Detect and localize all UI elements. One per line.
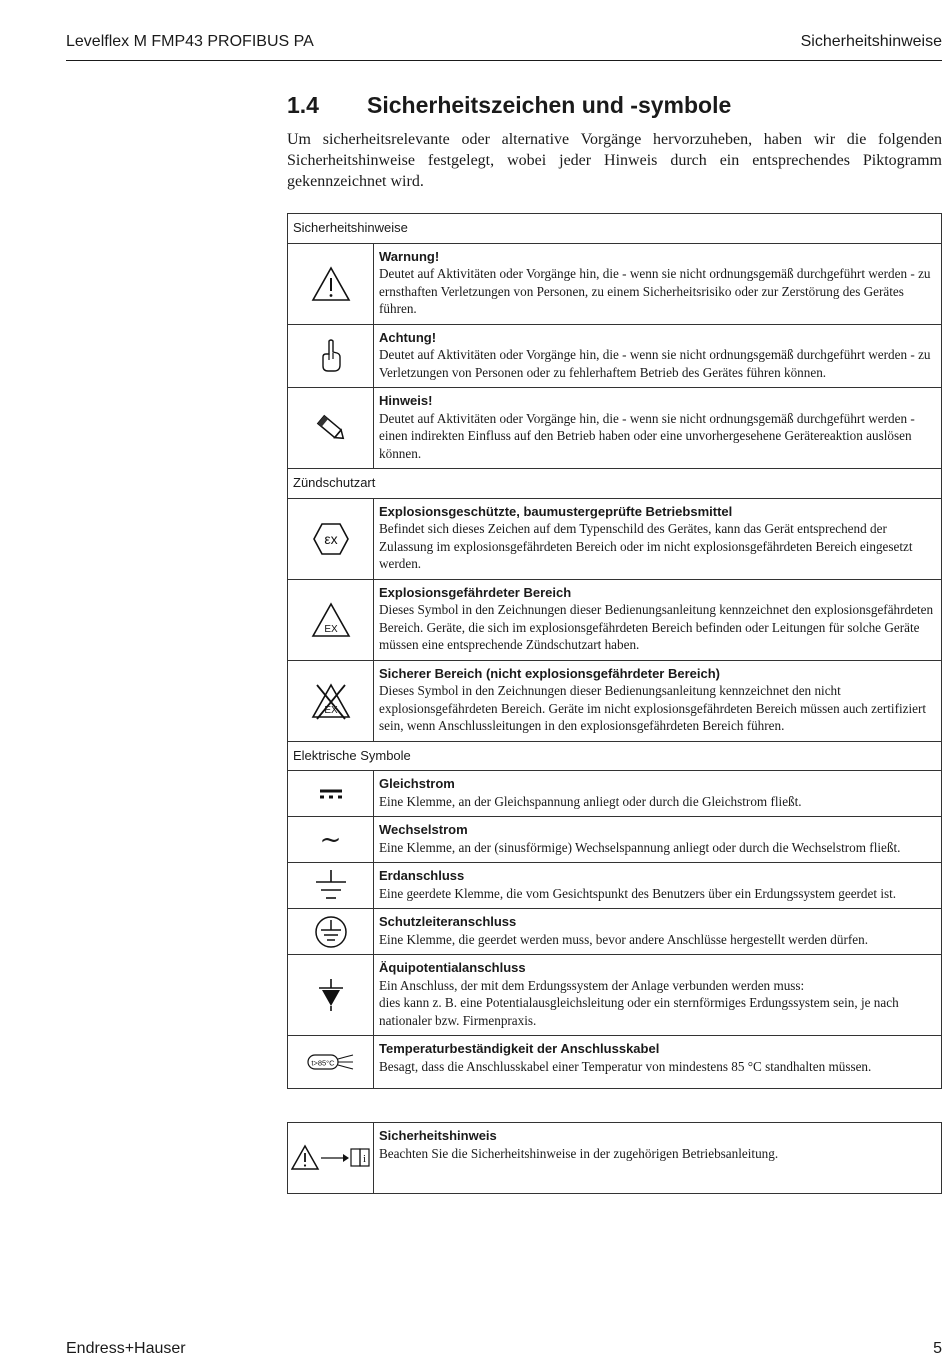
table-section-header: Sicherheitshinweise [288, 214, 942, 244]
row-text: dies kann z. B. eine Potentialausgleichsleitung oder ein sternförmiges Erdungssystem sein, je nach nationaler bzw. Firmenpraxis. [379, 995, 899, 1028]
table-row [288, 388, 942, 469]
dc-icon [288, 771, 374, 817]
section-title: Sicherheitszeichen und -symbole [367, 92, 732, 118]
header-rule [66, 60, 942, 61]
ac-icon: ~ [288, 817, 374, 863]
svg-text:εx: εx [323, 530, 338, 547]
intro-paragraph: Um sicherheitsrelevante oder alternative Vorgänge hervorzuheben, haben wir die folgenden Sicherheitshinweise festgelegt, wobei jeder Hinweis durch ein entsprechendes Piktogramm gekennzeichnet wird. [287, 131, 942, 190]
table-row [288, 1123, 942, 1194]
row-text: Eine geerdete Klemme, die vom Gesichtspunkt des Benutzers über ein Erdungssystem geerdet ist. [379, 885, 897, 901]
row-text: Eine Klemme, die geerdet werden muss, bevor andere Anschlüsse hergestellt werden dürfen. [379, 931, 868, 947]
row-title: Temperaturbeständigkeit der Anschlusskabel [379, 1041, 660, 1056]
table-row [288, 498, 942, 579]
pointing-hand-icon [288, 324, 374, 388]
header-product: Levelflex M FMP43 PROFIBUS PA [66, 33, 314, 50]
table-section-header: Zündschutzart [288, 469, 942, 499]
warning-to-manual-icon [288, 1123, 374, 1194]
row-title: Gleichstrom [379, 776, 455, 791]
row-title: Explosionsgefährdeter Bereich [379, 584, 572, 600]
symbols-table [287, 213, 942, 1089]
row-title: Wechselstrom [379, 822, 468, 837]
row-text: Besagt, dass die Anschlusskabel einer Temperatur von mindestens 85 °C standhalten müssen. [379, 1058, 872, 1074]
row-text: Befindet sich dieses Zeichen auf dem Typenschild des Gerätes, kann das Gerät entsprechend der Zulassung im explosionsgefährdeten Bereich oder im nicht explosionsgefährdeten Bereich eingesetzt werden. [379, 521, 913, 571]
table-row [288, 1036, 942, 1089]
row-text: Deutet auf Aktivitäten oder Vorgänge hin, die - wenn sie nicht ordnungsgemäß durchgeführt werden - zu ernsthaften Verletzungen von Personen, zu einem Sicherheitsrisiko oder zur Zerstörung des Gerätes führen. [379, 266, 931, 316]
row-text: Deutet auf Aktivitäten oder Vorgänge hin, die - wenn sie nicht ordnungsgemäß durchgeführt werden - zu Verletzungen von Personen oder zu fehlerhaftem Betrieb des Gerätes führen können. [379, 347, 931, 380]
row-title: Äquipotentialanschluss [379, 960, 526, 975]
svg-text:EX: EX [323, 623, 338, 635]
table-section-header: Elektrische Symbole [288, 741, 942, 771]
section-number: 1.4 [287, 92, 319, 118]
section-heading [287, 92, 942, 119]
table-row [288, 660, 942, 741]
ex-hexagon-icon [288, 498, 374, 579]
svg-text:t>85°C: t>85°C [310, 1058, 335, 1068]
note-title: Sicherheitshinweis [379, 1128, 497, 1143]
row-title: Explosionsgeschützte, baumustergeprüfte Betriebsmittel [379, 503, 733, 519]
table-row [288, 771, 942, 817]
row-title: Schutzleiteranschluss [379, 914, 517, 929]
table-row [288, 579, 942, 660]
main-content [287, 92, 942, 1194]
note-text: Beachten Sie die Sicherheitshinweise in der zugehörigen Betriebsanleitung. [379, 1145, 779, 1161]
row-text: Dieses Symbol in den Zeichnungen dieser Bedienungsanleitung kennzeichnet den explosionsgefährdeten Bereich. Geräte, die sich im explosionsgefährdeten Bereich befinden oder Leitungen für solche Geräte müssen eine entsprechende Zündschutzart haben. [379, 602, 934, 652]
row-title: Hinweis! [379, 393, 433, 408]
row-title: Erdanschluss [379, 868, 465, 883]
row-title: Sicherer Bereich (nicht explosionsgefährdeter Bereich) [379, 665, 720, 681]
warning-triangle-icon [288, 243, 374, 324]
footer-brand: Endress+Hauser [66, 1340, 186, 1357]
row-title: Warnung! [379, 248, 440, 264]
svg-text:EX: EX [323, 704, 338, 716]
page-number: 5 [933, 1340, 942, 1357]
equipotential-icon [288, 955, 374, 1036]
svg-text:i: i [362, 1153, 366, 1165]
ex-triangle-icon [288, 579, 374, 660]
table-row [288, 817, 942, 863]
row-text: Eine Klemme, an der Gleichspannung anliegt oder durch die Gleichstrom fließt. [379, 793, 802, 809]
ex-crossed-triangle-icon [288, 660, 374, 741]
row-text: Ein Anschluss, der mit dem Erdungssystem der Anlage verbunden werden muss: [379, 977, 805, 993]
safety-note-table [287, 1122, 942, 1194]
header-chapter: Sicherheitshinweise [800, 33, 942, 50]
protective-earth-icon [288, 909, 374, 955]
pencil-icon [288, 388, 374, 469]
row-text: Dieses Symbol in den Zeichnungen dieser Bedienungsanleitung kennzeichnet den nicht explosionsgefährdeten Bereich. Geräte im nicht explosionsgefährdeten Bereich müssen auch zertifiziert sein, wenn Anschlussleitungen in den explosionsgefährdeten Bereich führen. [379, 683, 927, 733]
cable-temperature-icon [288, 1036, 374, 1089]
ground-icon [288, 863, 374, 909]
table-row [288, 863, 942, 909]
table-row [288, 909, 942, 955]
table-row [288, 243, 942, 324]
table-row [288, 324, 942, 388]
row-title: Achtung! [379, 329, 437, 345]
row-text: Eine Klemme, an der (sinusförmige) Wechselspannung anliegt oder durch die Wechselstrom fließt. [379, 839, 901, 855]
table-row [288, 955, 942, 1036]
row-text: Deutet auf Aktivitäten oder Vorgänge hin, die - wenn sie nicht ordnungsgemäß durchgeführt werden - einen indirekten Einfluss auf den Betrieb haben oder eine unvorhergesehene Gerätereaktion auslösen können. [379, 410, 915, 461]
